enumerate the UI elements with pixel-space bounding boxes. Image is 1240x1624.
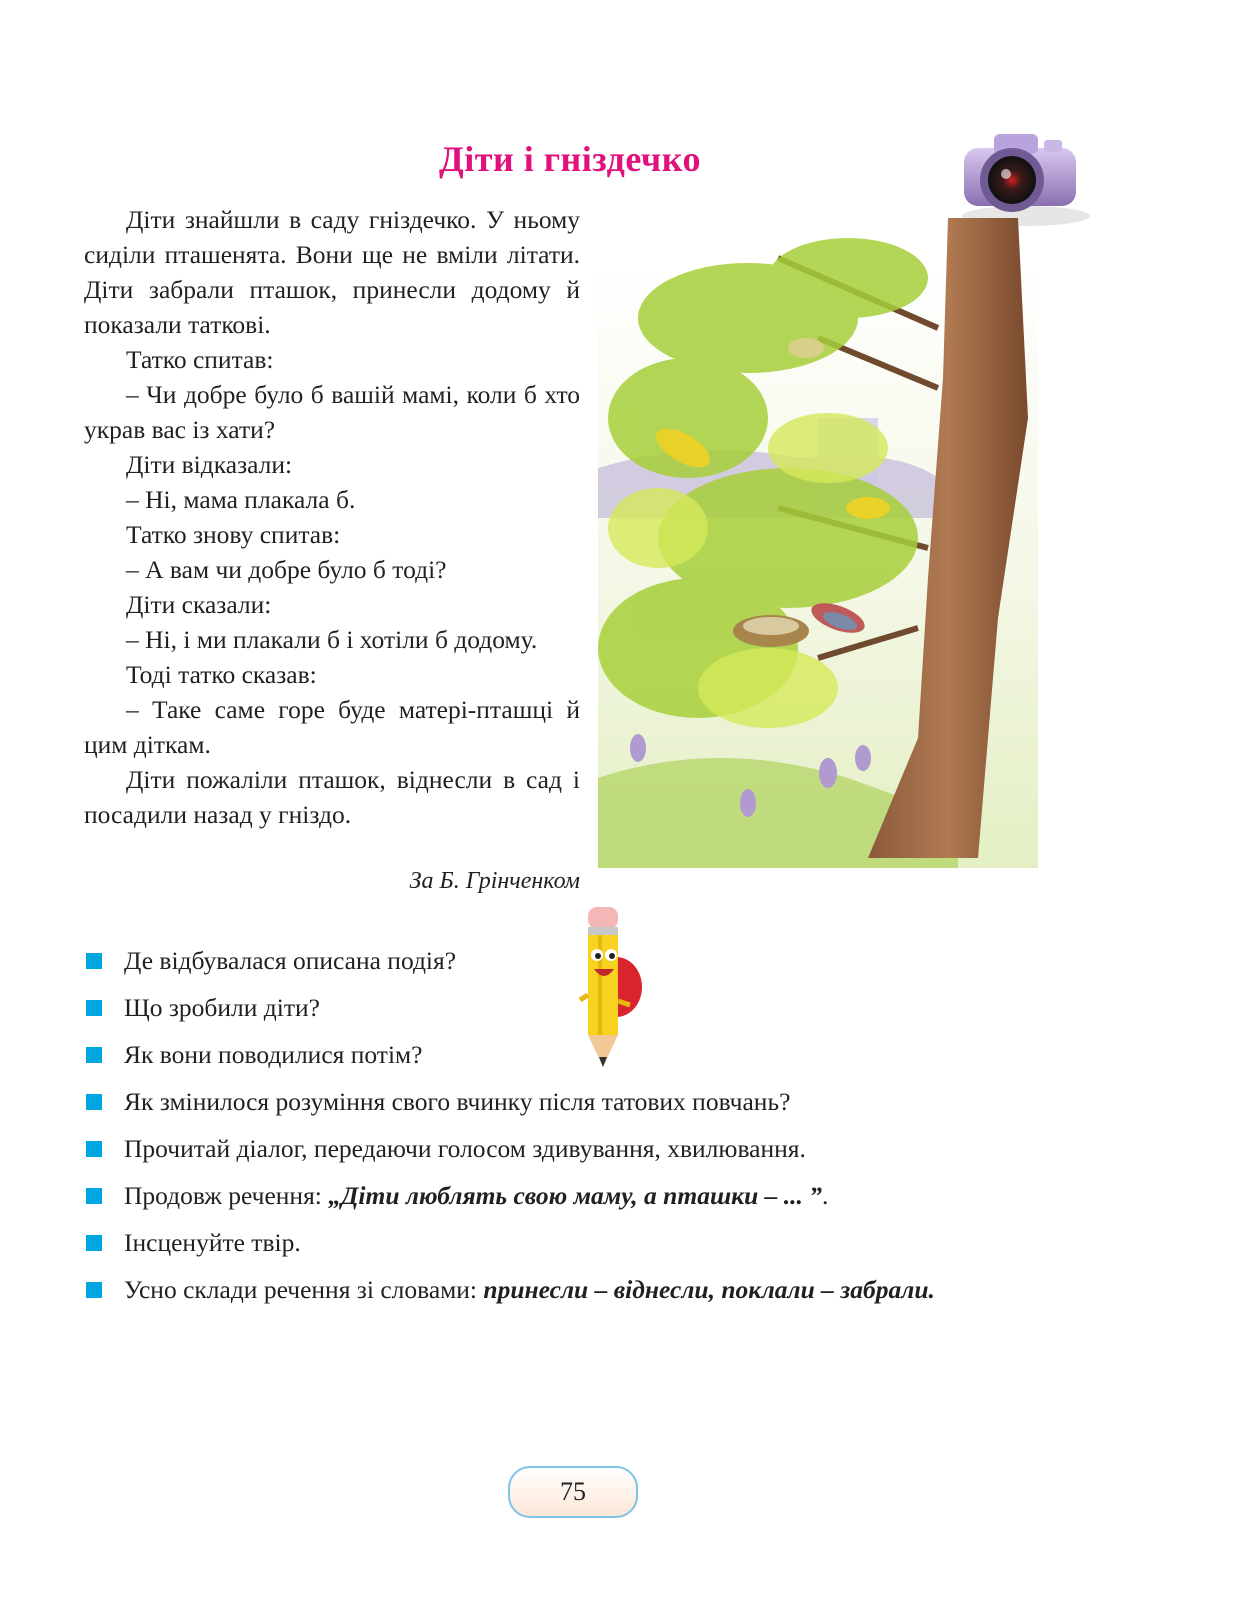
question-text: Де відбувалася описана подія? <box>124 946 457 975</box>
page-title: Діти і гніздечко <box>439 139 701 179</box>
list-item <box>84 1038 1104 1085</box>
story-paragraph: Діти сказали: <box>126 590 272 619</box>
tree-birds-illustration <box>598 218 1058 878</box>
author-attribution: За Б. Грінченком <box>409 868 580 894</box>
list-item <box>84 1085 1104 1132</box>
bullet-square-icon <box>86 1235 102 1251</box>
question-text: Інсценуйте твір. <box>124 1228 301 1257</box>
story-paragraph: – А вам чи добре було б тоді? <box>126 555 447 584</box>
story-paragraph: Діти знайшли в саду гніздечко. У ньому сиділи пташенята. Вони ще не вміли літати. Діти забрали пташок, принесли додому й показали таткові. <box>84 205 580 339</box>
bullet-square-icon <box>86 1047 102 1063</box>
bullet-square-icon <box>86 1282 102 1298</box>
page-number-text: 75 <box>560 1477 586 1506</box>
story-paragraph: Тоді татко сказав: <box>126 660 317 689</box>
story-text <box>84 202 580 832</box>
question-text: Як вони поводилися потім? <box>124 1040 423 1069</box>
story-paragraph: Татко спитав: <box>126 345 274 374</box>
story-paragraph: – Таке саме горе буде матері-пташці й цим діткам. <box>84 695 580 759</box>
story-paragraph: Татко знову спитав: <box>126 520 341 549</box>
story-paragraph: – Чи добре було б вашій мамі, коли б хто украв вас із хати? <box>84 380 580 444</box>
bullet-square-icon <box>86 1094 102 1110</box>
question-text: Як змінилося розуміння свого вчинку після татових повчань? <box>124 1087 791 1116</box>
list-item <box>84 1132 1104 1179</box>
list-item <box>84 1179 1104 1226</box>
list-item <box>84 1226 1104 1273</box>
story-paragraph: Діти пожаліли пташок, віднесли в сад і посадили назад у гніздо. <box>84 765 580 829</box>
bullet-square-icon <box>86 1188 102 1204</box>
page-number <box>508 1466 638 1518</box>
question-list <box>84 944 1104 1320</box>
list-item <box>84 944 1104 991</box>
bullet-square-icon <box>86 953 102 969</box>
question-text: Прочитай діалог, передаючи голосом здивування, хвилювання. <box>124 1134 806 1163</box>
question-text: Усно склади речення зі словами: <box>124 1275 484 1304</box>
list-item <box>84 991 1104 1038</box>
story-paragraph: Діти відказали: <box>126 450 293 479</box>
question-emphasis: „Діти люблять свою маму, а пташки – ... ” <box>328 1181 823 1210</box>
story-paragraph: – Ні, і ми плакали б і хотіли б додому. <box>126 625 538 654</box>
bullet-square-icon <box>86 1000 102 1016</box>
question-text: Продовж речення: <box>124 1181 329 1210</box>
story-paragraph: – Ні, мама плакала б. <box>126 485 356 514</box>
list-item <box>84 1273 1104 1320</box>
question-emphasis: принесли – віднесли, поклали – забрали. <box>483 1275 935 1304</box>
question-suffix: . <box>822 1181 829 1210</box>
question-text: Що зробили діти? <box>124 993 320 1022</box>
camera-icon <box>944 120 1094 230</box>
bullet-square-icon <box>86 1141 102 1157</box>
